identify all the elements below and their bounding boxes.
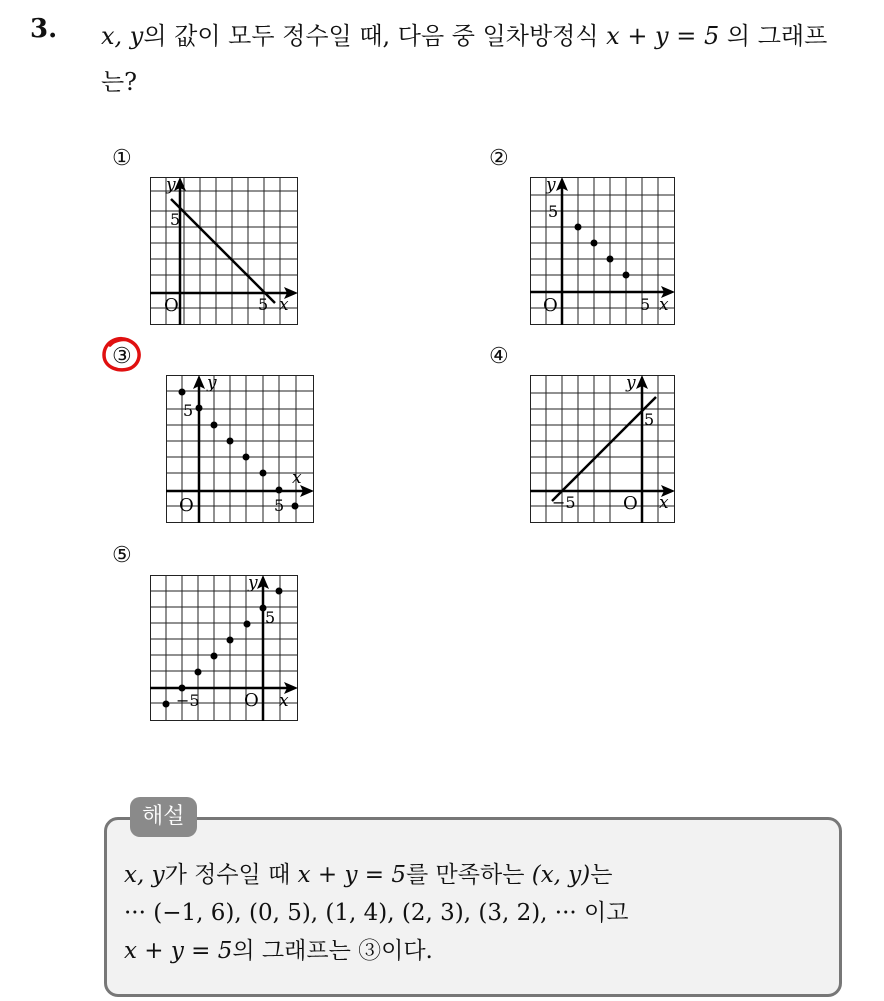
y-axis-label: y <box>626 375 636 393</box>
option-4-graph[interactable] <box>530 375 675 523</box>
question-text <box>101 13 871 105</box>
x-axis-label: x <box>292 468 302 488</box>
option-3-label[interactable]: ③ <box>112 344 132 369</box>
y-tick-label: 5 <box>170 210 181 229</box>
x-tick-label: 5 <box>274 496 285 515</box>
x-tick-label: −5 <box>552 493 576 512</box>
exp-text: 의 그래프는 ③이다. <box>232 938 433 964</box>
explanation-tag: 해설 <box>130 797 197 837</box>
explanation-line-2: ··· (−1, 6), (0, 5), (1, 4), (2, 3), (3, 2), ··· 이고 <box>124 900 629 926</box>
exp-equation: x + y = 5 <box>297 862 407 888</box>
option-2-label[interactable]: ② <box>489 146 509 171</box>
y-axis-label: y <box>248 575 258 593</box>
y-tick-label: 5 <box>265 608 276 627</box>
y-tick-label: 5 <box>548 202 559 221</box>
y-axis-label: y <box>166 177 176 195</box>
x-axis-label: x <box>279 295 289 315</box>
exp-equation: x + y = 5 <box>124 938 233 964</box>
x-axis-label: x <box>659 493 669 513</box>
option-5-label[interactable]: ⑤ <box>112 543 132 568</box>
question-text-part: 의 값이 모두 정수일 때, 다음 중 일차방정식 <box>143 22 607 50</box>
origin-label: O <box>623 493 638 514</box>
x-tick-label: −5 <box>176 691 200 710</box>
option-5-graph[interactable] <box>150 575 298 721</box>
option-3-graph[interactable] <box>166 375 314 523</box>
option-1-graph[interactable] <box>150 177 298 325</box>
explanation-line-1 <box>124 856 613 889</box>
y-axis-label: y <box>546 177 556 195</box>
y-tick-label: 5 <box>183 401 194 420</box>
x-axis-label: x <box>659 295 669 315</box>
x-tick-label: 5 <box>258 295 269 314</box>
x-axis-label: x <box>279 691 289 711</box>
exp-text: 는 <box>590 862 613 888</box>
origin-label: O <box>244 690 259 711</box>
answer-circle-mark <box>100 335 144 375</box>
option-4-label[interactable]: ④ <box>489 344 509 369</box>
question-equation: x + y = 5 <box>606 22 720 50</box>
question-vars: x, y <box>101 22 144 50</box>
question-text-end: 는? <box>101 68 138 96</box>
option-1-label[interactable]: ① <box>112 146 132 171</box>
origin-label: O <box>543 295 558 316</box>
question-number: 3. <box>30 14 58 44</box>
x-tick-label: 5 <box>640 295 651 314</box>
exp-vars: x, y <box>124 862 165 888</box>
origin-label: O <box>179 495 194 516</box>
exp-text: 를 만족하는 <box>406 862 532 888</box>
question-text-part: 의 그래프 <box>719 22 828 50</box>
explanation-line-3 <box>124 932 433 965</box>
option-2-graph[interactable] <box>530 177 675 325</box>
origin-label: O <box>164 295 179 316</box>
y-tick-label: 5 <box>644 410 655 429</box>
y-axis-label: y <box>207 375 217 393</box>
exp-text: 가 정수일 때 <box>164 862 298 888</box>
exp-pair: (x, y) <box>531 862 591 888</box>
